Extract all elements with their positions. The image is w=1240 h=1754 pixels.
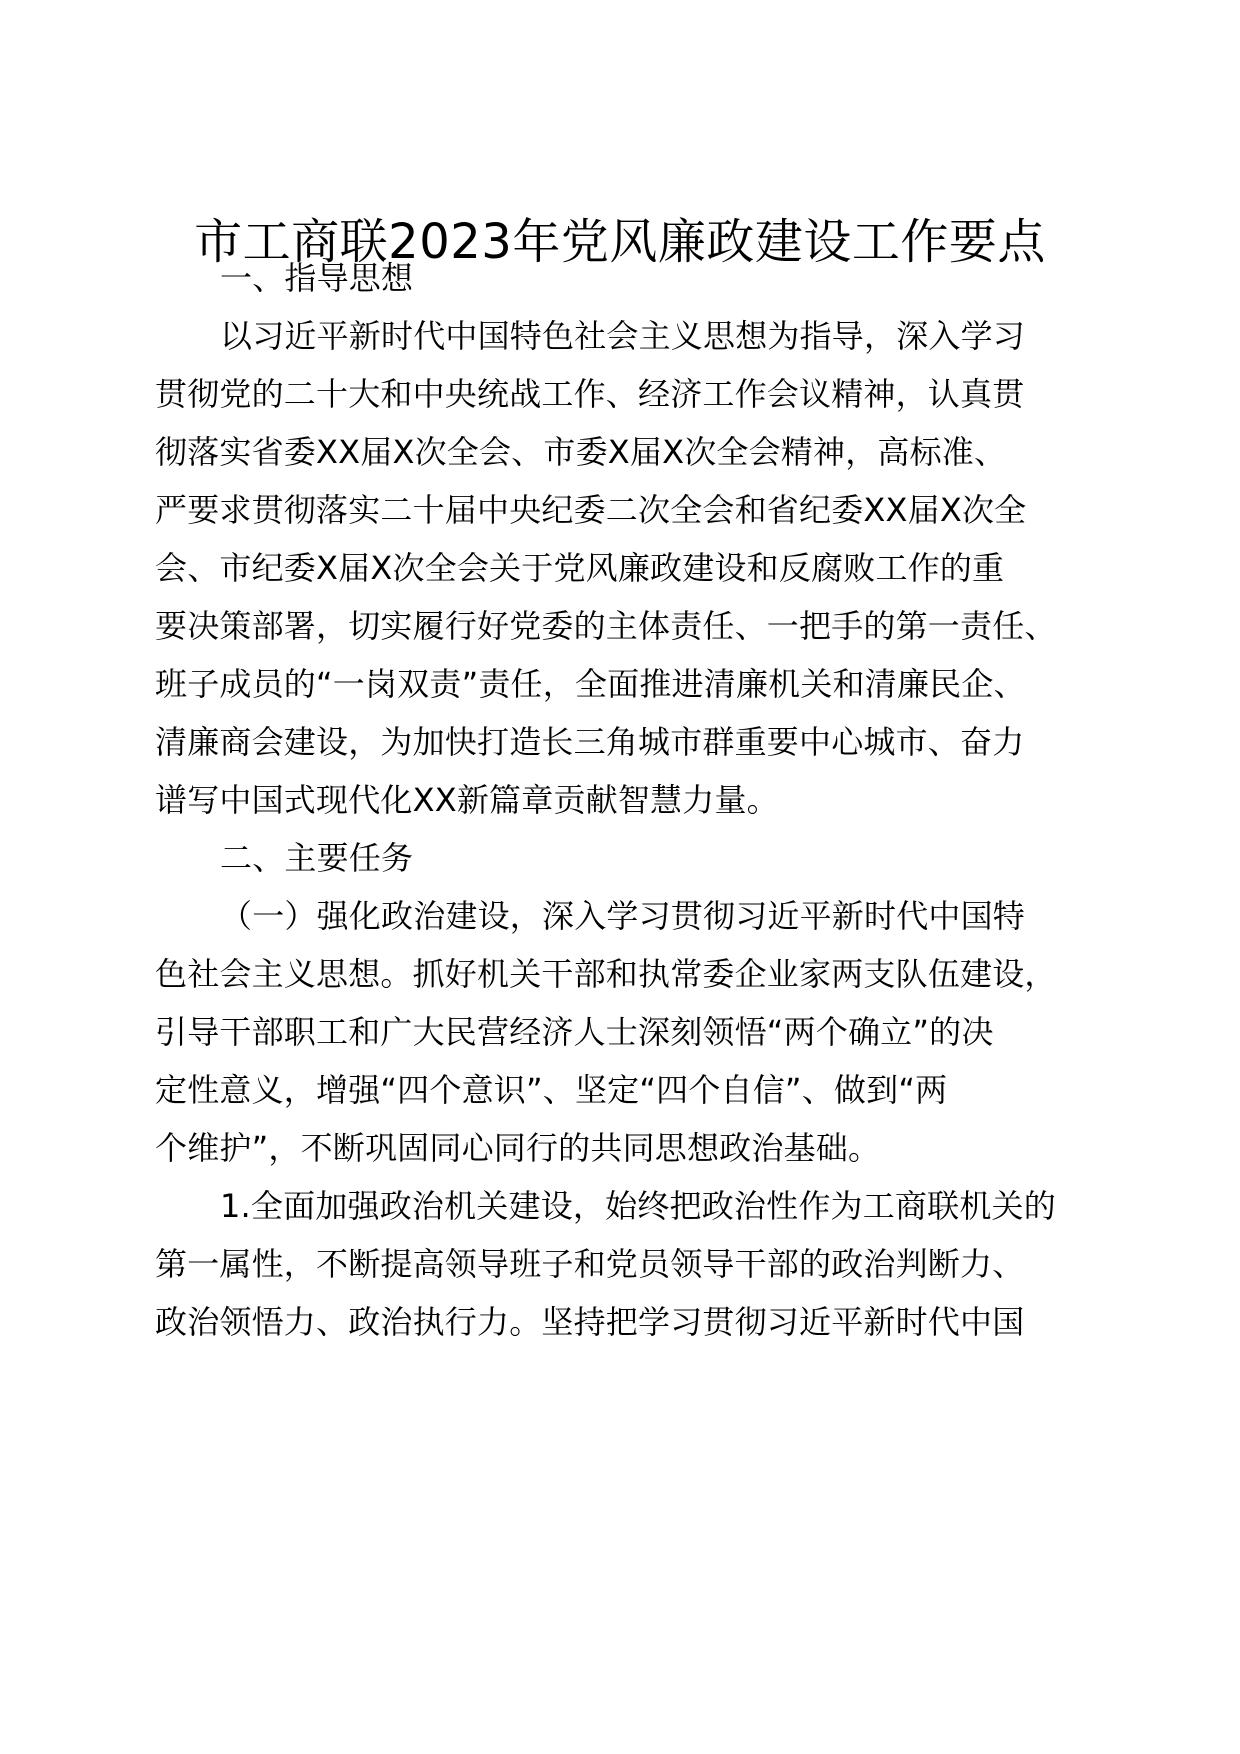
paragraph-1-line-2: 贯彻党的二十大和中央统战工作、经济工作会议精神，认真贯 <box>155 375 1025 413</box>
paragraph-3-line-1: 1.全面加强政治机关建设，始终把政治性作为工商联机关的 <box>220 1187 1056 1225</box>
paragraph-1-line-9: 谱写中国式现代化XX新篇章贡献智慧力量。 <box>155 781 779 819</box>
paragraph-1-line-5: 会、市纪委X届X次全会关于党风廉政建设和反腐败工作的重 <box>155 549 1005 587</box>
paragraph-3-line-3: 政治领悟力、政治执行力。坚持把学习贯彻习近平新时代中国 <box>155 1303 1025 1341</box>
document-title: 市工商联2023年党风廉政建设工作要点 <box>194 214 1046 270</box>
paragraph-2-line-4: 定性意义，增强“四个意识”、坚定“四个自信”、做到“两 <box>155 1071 948 1109</box>
paragraph-2-line-1: （一）强化政治建设，深入学习贯彻习近平新时代中国特 <box>220 897 1026 935</box>
paragraph-1-line-8: 清廉商会建设，为加快打造长三角城市群重要中心城市、奋力 <box>155 723 1025 761</box>
paragraph-2-line-5: 个维护”，不断巩固同心同行的共同思想政治基础。 <box>155 1129 881 1167</box>
paragraph-1-line-7: 班子成员的“一岗双责”责任，全面推进清廉机关和清廉民企、 <box>155 665 1026 703</box>
paragraph-2-line-2: 色社会主义思想。抓好机关干部和执常委企业家两支队伍建设， <box>155 955 1057 993</box>
paragraph-1-line-4: 严要求贯彻落实二十届中央纪委二次全会和省纪委XX届X次全 <box>155 491 1027 529</box>
paragraph-1-line-1: 以习近平新时代中国特色社会主义思想为指导，深入学习 <box>220 317 1026 355</box>
paragraph-2-line-3: 引导干部职工和广大民营经济人士深刻领悟“两个确立”的决 <box>155 1013 994 1051</box>
paragraph-1-line-3: 彻落实省委XX届X次全会、市委X届X次全会精神，高标准、 <box>155 433 1007 471</box>
paragraph-3-line-2: 第一属性，不断提高领导班子和党员领导干部的政治判断力、 <box>155 1245 1025 1283</box>
section-heading-main-tasks: 二、主要任务 <box>220 839 414 877</box>
section-heading-guiding-thought: 一、指导思想 <box>220 259 414 297</box>
paragraph-1-line-6: 要决策部署，切实履行好党委的主体责任、一把手的第一责任、 <box>155 607 1057 645</box>
